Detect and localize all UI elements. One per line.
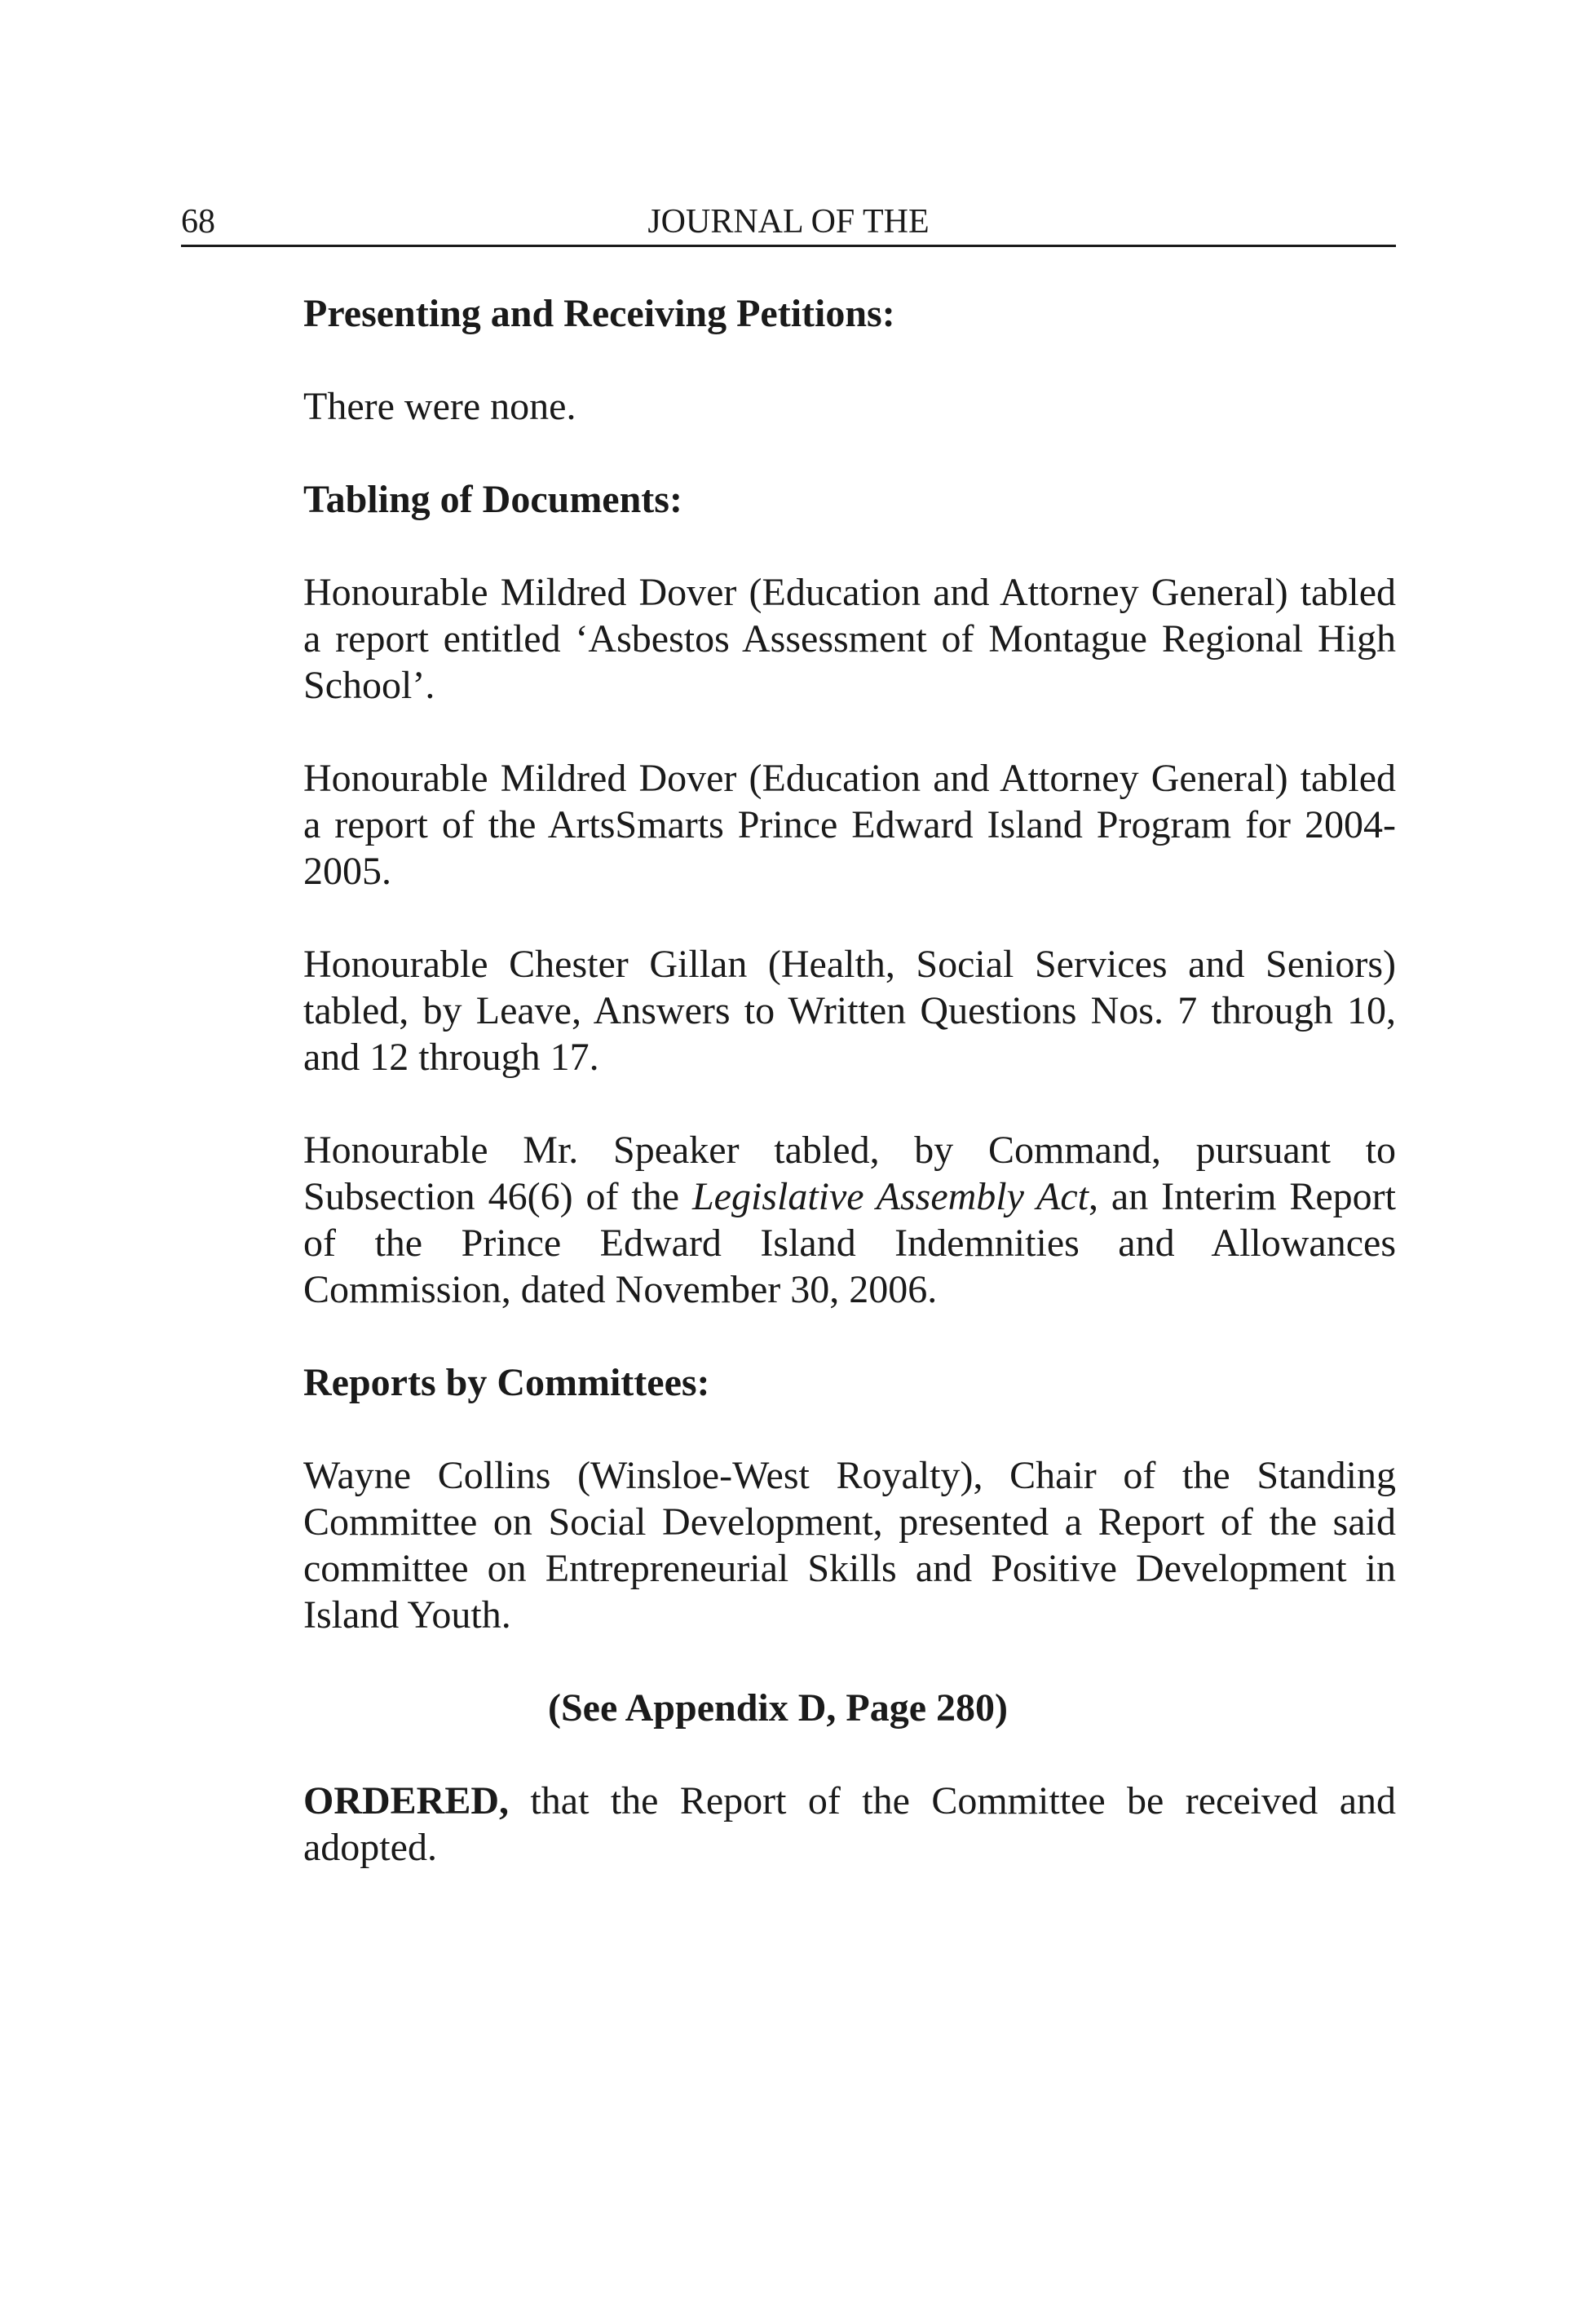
tabling-paragraph-3: Honourable Chester Gillan (Health, Social Services and Seniors) tabled, by Leave, Answers to Written Questions Nos. 7 through 10, and 12 through 17.	[303, 943, 1396, 1079]
heading-committees: Reports by Committees:	[303, 1361, 710, 1404]
page-header	[181, 199, 1396, 247]
page-body	[303, 290, 1396, 1917]
page-number: 68	[181, 203, 215, 241]
heading-tabling: Tabling of Documents:	[303, 478, 682, 521]
appendix-reference: (See Appendix D, Page 280)	[548, 1686, 1008, 1730]
tabling-paragraph-4-end: , an Interim Report of the Prince Edward Island Indemnities and Allowances Commission, dated November 30, 2006.	[303, 1175, 1396, 1311]
ordered-text: that the Report of the Committee be received and adopted.	[303, 1779, 1396, 1869]
committee-report-paragraph: Wayne Collins (Winsloe-West Royalty), Chair of the Standing Committee on Social Development, presented a Report of the said committee on Entrepreneurial Skills and Positive Development in Island Youth.	[303, 1454, 1396, 1637]
running-head: JOURNAL OF THE	[647, 203, 930, 241]
heading-petitions: Presenting and Receiving Petitions:	[303, 292, 895, 335]
act-title: Legislative Assembly Act	[691, 1175, 1089, 1218]
tabling-paragraph-1: Honourable Mildred Dover (Education and Attorney General) tabled a report entitled ‘Asbestos Assessment of Montague Regional High School’.	[303, 571, 1396, 707]
petitions-text: There were none.	[303, 385, 576, 428]
tabling-paragraph-4-start: Honourable Mr. Speaker tabled, by Command, pursuant to Subsection 46(6) of the	[303, 1129, 1396, 1218]
tabling-paragraph-2: Honourable Mildred Dover (Education and Attorney General) tabled a report of the ArtsSmarts Prince Edward Island Program for 2004-2005.	[303, 757, 1396, 893]
tabling-paragraph-4	[303, 1127, 1396, 1313]
ordered-paragraph	[303, 1778, 1396, 1871]
ordered-label: ORDERED,	[303, 1779, 510, 1823]
